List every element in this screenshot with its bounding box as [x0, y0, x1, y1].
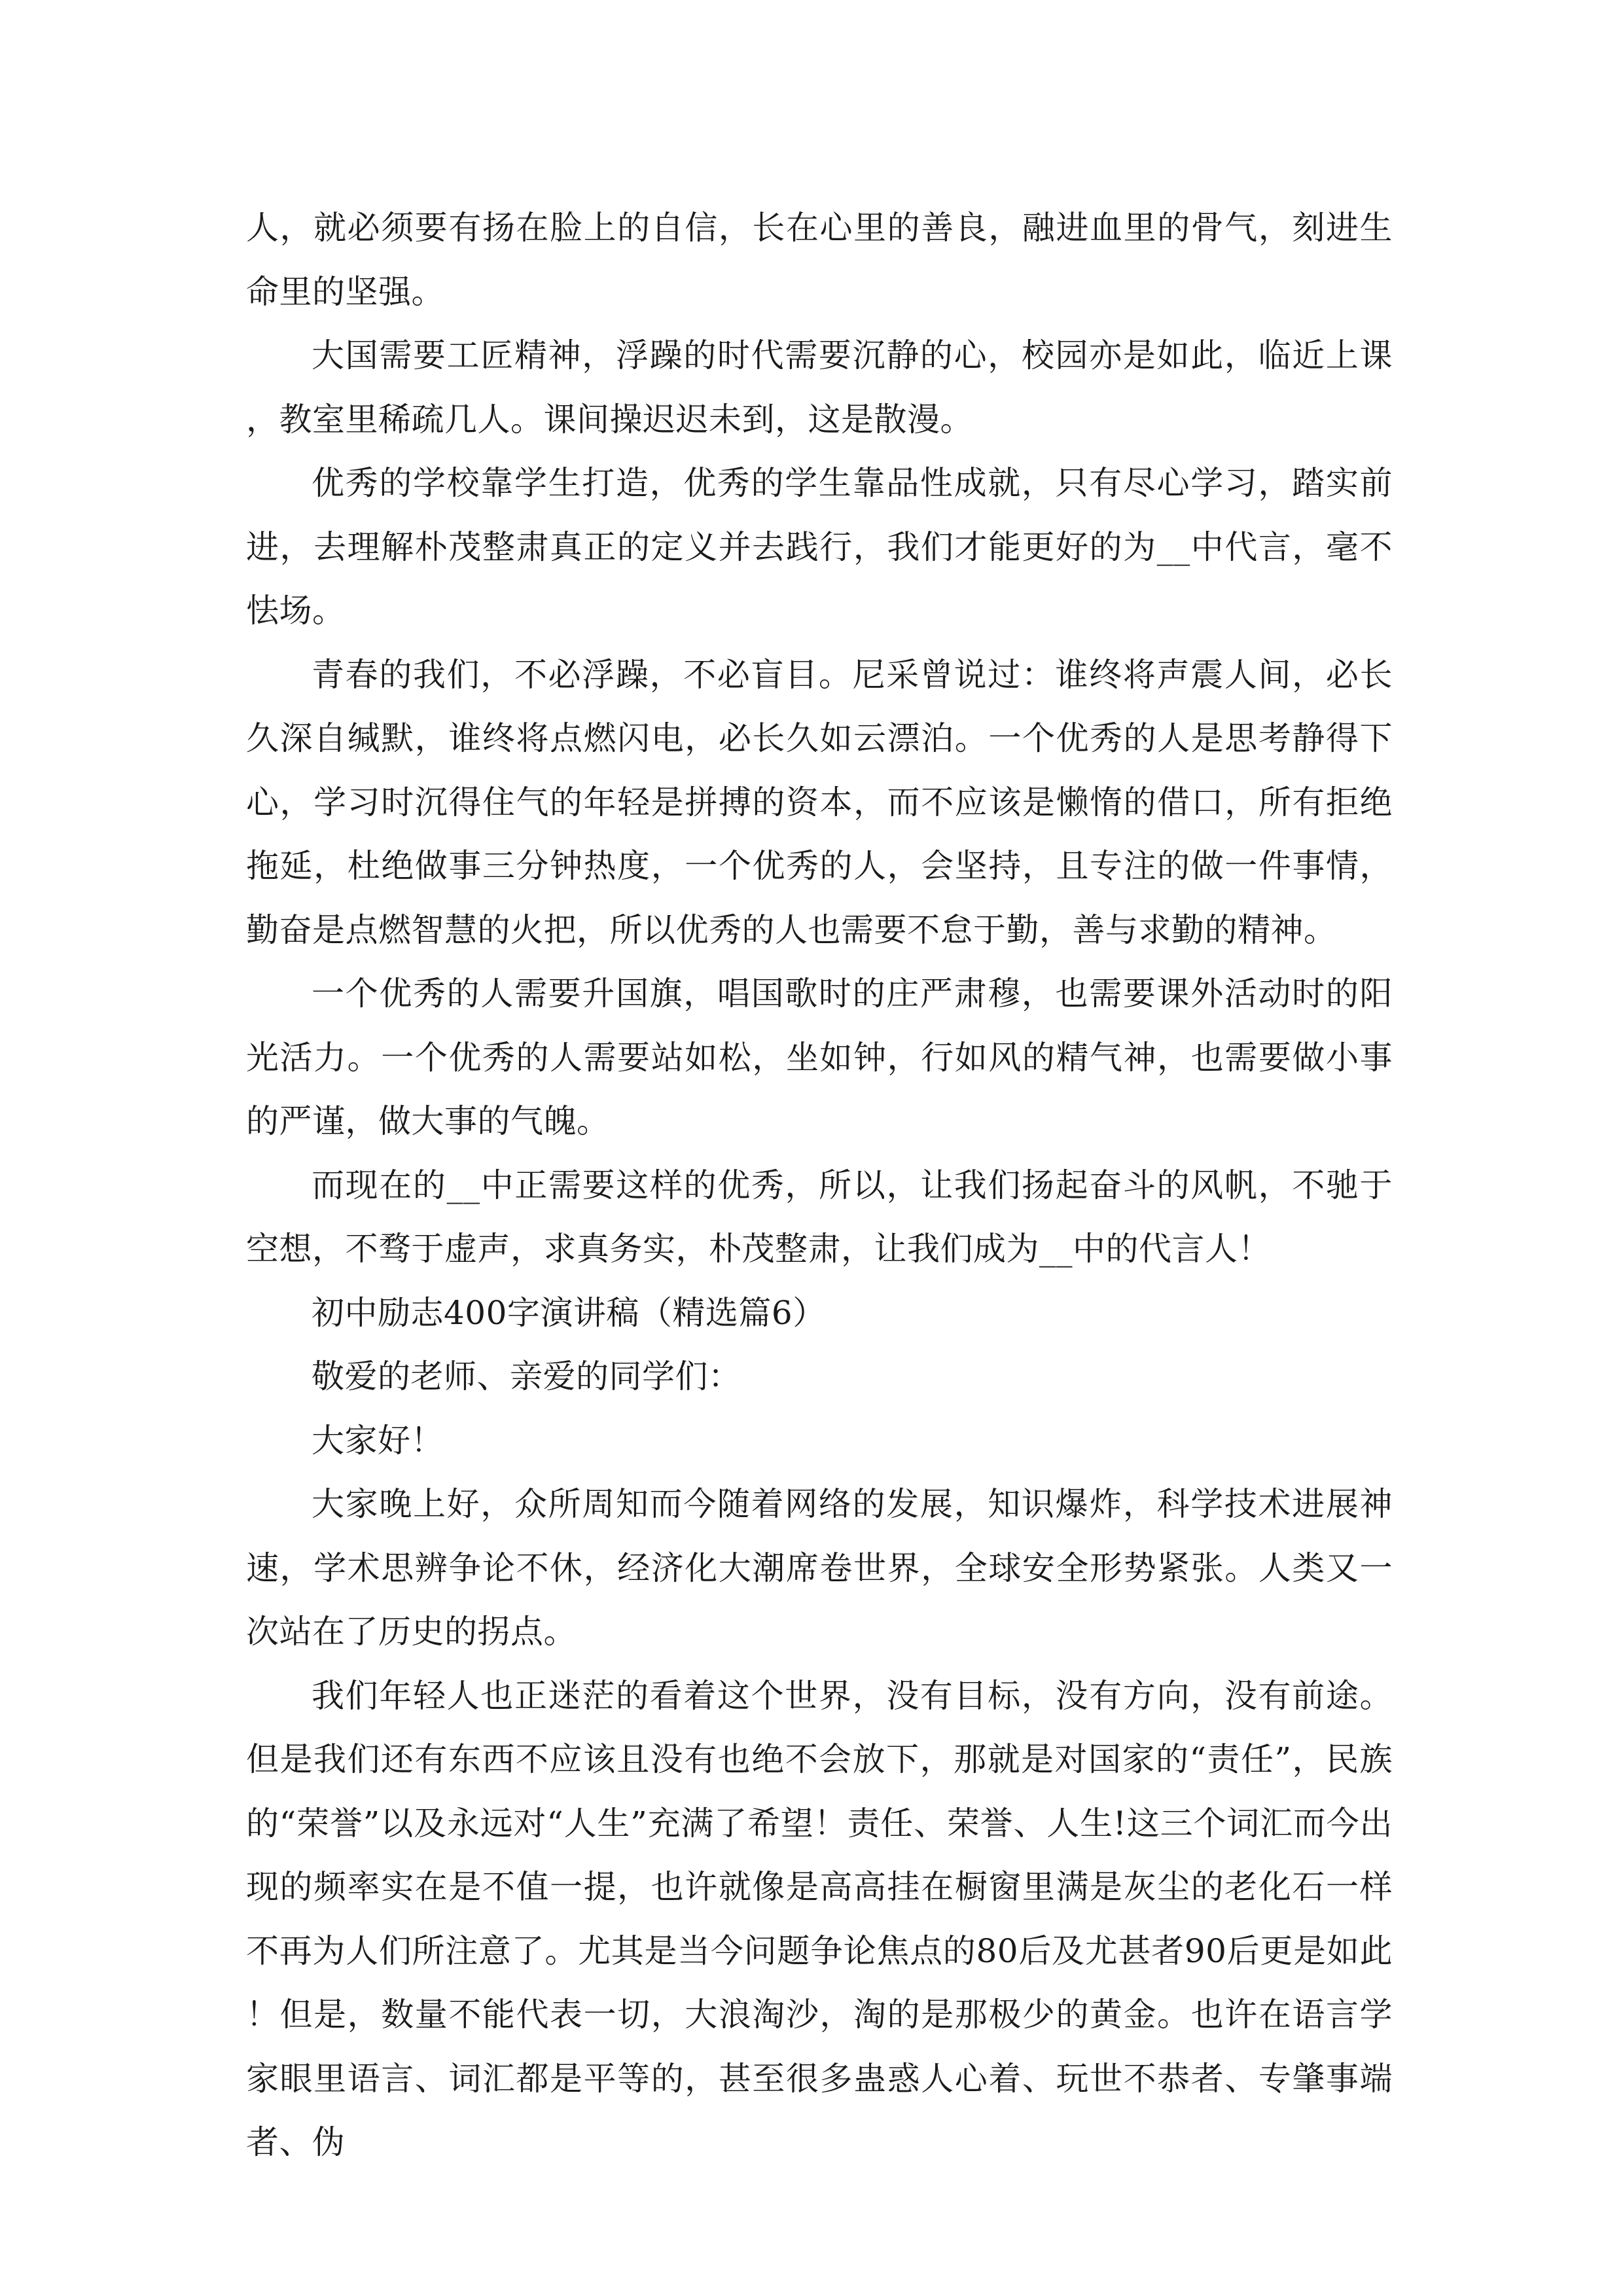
paragraph-continuation: 人，就必须要有扬在脸上的自信，长在心里的善良，融进血里的骨气，刻进生命里的坚强。 — [246, 209, 1393, 311]
document-body — [246, 196, 1393, 2175]
paragraph-world-situation: 大家晚上好，众所周知而今随着网络的发展，知识爆炸，科学技术进展神速，学术思辨争论不休，经济化大潮席卷世界，全球安全形势紧张。人类又一次站在了历史的拐点。 — [246, 1485, 1393, 1651]
section-title: 初中励志400字演讲稿（精选篇6） — [312, 1293, 826, 1332]
paragraph-excellent-school: 优秀的学校靠学生打造，优秀的学生靠品性成就，只有尽心学习，踏实前进，去理解朴茂整肃真正的定义并去践行，我们才能更好的为__中代言，毫不怯场。 — [246, 464, 1393, 630]
paragraph-craftsman-spirit: 大国需要工匠精神，浮躁的时代需要沉静的心，校园亦是如此，临近上课，教室里稀疏几人。课间操迟迟未到，这是散漫。 — [246, 336, 1393, 439]
paragraph-call-to-action: 而现在的__中正需要这样的优秀，所以，让我们扬起奋斗的风帆，不驰于空想，不骛于虚声，求真务实，朴茂整肃，让我们成为__中的代言人！ — [246, 1166, 1393, 1268]
salutation: 敬爱的老师、亲爱的同学们： — [312, 1357, 741, 1395]
paragraph-excellent-person: 一个优秀的人需要升国旗，唱国歌时的庄严肃穆，也需要课外活动时的阳光活力。一个优秀的人需要站如松，坐如钟，行如风的精气神，也需要做小事的严谨，做大事的气魄。 — [246, 975, 1393, 1140]
paragraph-youth-responsibility: 我们年轻人也正迷茫的看着这个世界，没有目标，没有方向，没有前途。但是我们还有东西不应该且没有也绝不会放下，那就是对国家的“责任”，民族的“荣誉”以及永远对“人生”充满了希望！责任、荣誉、人生!这三个词汇而今出现的频率实在是不值一提，也许就像是高高挂在橱窗里满是灰尘的老化石一样不再为人们所注意了。尤其是当今问题争论焦点的80后及尤甚者90后更是如此！但是，数量不能代表一切，大浪淘沙，淘的是那极少的黄金。也许在语言学家眼里语言、词汇都是平等的，甚至很多蛊惑人心着、玩世不恭者、专肇事端者、伪 — [246, 1676, 1393, 2161]
greeting: 大家好！ — [312, 1421, 444, 1460]
paragraph-youth-nietzsche: 青春的我们，不必浮躁，不必盲目。尼采曾说过：谁终将声震人间，必长久深自缄默，谁终将点燃闪电，必长久如云漂泊。一个优秀的人是思考静得下心，学习时沉得住气的年轻是拼搏的资本，而不应该是懒惰的借口，所有拒绝拖延，杜绝做事三分钟热度，一个优秀的人，会坚持，且专注的做一件事情，勤奋是点燃智慧的火把，所以优秀的人也需要不怠于勤，善与求勤的精神。 — [246, 655, 1393, 949]
